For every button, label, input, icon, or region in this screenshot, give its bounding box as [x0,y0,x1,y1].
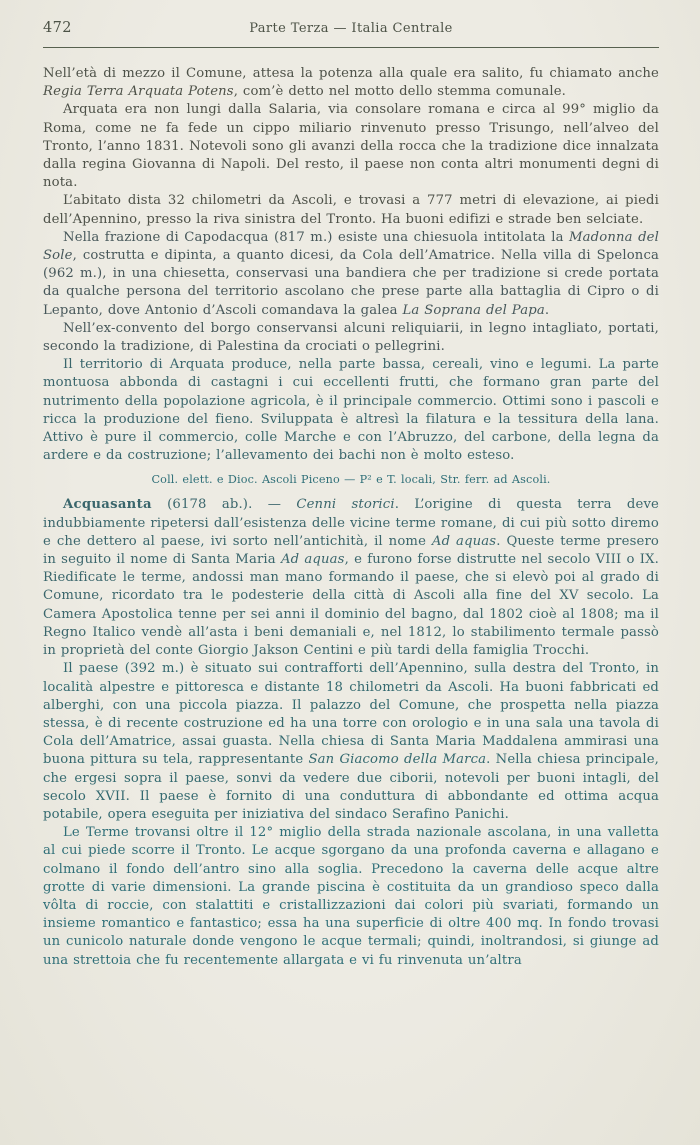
italic-text-run: Cenni storici [296,497,395,513]
italic-text-run: Regia Terra Arquata Potens [43,84,234,100]
italic-text-run: La Soprana del Papa [402,302,545,318]
text-run: . Nella chiesa principale, che ergesi sopra il paese, sonvi da vedere due ciborii, notevoli per buoni intagli, del secolo XVII. Il paese è fornito di una conduttura di abbondante ed ottima acqua potabile, opera eseguita per iniziativa del sindaco Serafino Panichi. [43,752,659,822]
text-run: Arquata era non lungi dalla Salaria, via consolare romana e circa al 99° miglio da Roma, come ne fa fede un cippo miliario rinvenuto presso Trisungo, nell’alveo del Tronto, l’anno 1831. Notevoli sono gli avanzi della rocca che la tradizione dice innalzata dalla regina Giovanna di Napoli. Del resto, il paese non conta altri monumenti degni di nota. [43,102,659,191]
italic-text-run: Ad aquas [280,552,345,568]
page-body [43,65,659,970]
paragraph-territorio [43,356,659,465]
paragraph-paese [43,660,659,824]
text-run: , com’è detto nel motto dello stemma comunale. [233,84,567,100]
text-run: Nell’età di mezzo il Comune, attesa la potenza alla quale era salito, fu chiamato anche [43,66,659,81]
running-title: Parte Terza — Italia Centrale [249,21,453,36]
paragraph-arquata-motto [43,65,659,101]
paragraph-ex-convento [43,320,659,356]
text-run: Nell’ex-convento del borgo conservansi alcuni reliquiarii, in legno intagliato, portati, secondo la tradizione, di Palestina da crociati o pellegrini. [43,320,659,355]
text-run: , e furono forse distrutte nel secolo VIII o IX. Riedificate le terme, andossi man mano formando il paese, che si elevò poi al grado di Comune, ricordato tra le podesterie della città di Ascoli alla fine del XV secolo. La Camera Apostolica tenne per sei anni il dominio del bagno, dal 1802 cioè al 1808; ma il Regno Italico vendè all’asta i beni demaniali e, nel 1812, lo stabilimento termale passò in proprietà del conte Giorgio Jakson Centini e più tardi della famiglia Trocchi. [43,552,659,659]
paragraph-terme [43,824,659,970]
entry-name-text: Acquasanta [63,497,152,513]
text-run: L’abitato dista 32 chilometri da Ascoli, e trovasi a 777 metri di elevazione, ai piedi dell’Apennino, presso la riva sinistra del Tronto. Ha buoni edifizi e strade ben selciate. [43,193,659,227]
text-run: . [544,302,550,318]
paragraph-abitato [43,192,659,228]
italic-text-run: San Giacomo della Marca [308,752,487,768]
header-rule [43,47,659,48]
text-run: Le Terme trovansi oltre il 12° miglio della strada nazionale ascolana, in una valletta al cui piede scorre il Tronto. Le acque sgorgano da una profonda caverna e allagano e colmano il fondo dell’antro sino alla soglia. Precedono la caverna delle acque altre grotte di varie dimensioni. La grande piscina è costituita da un grandioso speco dalla vôlta di roccie, con stalattiti e cristallizzazioni dai colori più svariati, formando un insieme romantico e fantastico; essa ha una superficie di oltre 400 mq. In fondo trovasi un cunicolo naturale donde vengono le acque termali; quindi, inoltrandosi, si giunge ad una strettoia che fu recentemente allargata e vi fu rinvenuta un’altra [43,825,659,968]
paragraph-collegio-line [43,472,659,487]
text-run: , costrutta e dipinta, a quanto dicesi, da Cola dell’Amatrice. Nella villa di Spelonca (962 m.), in una chiesetta, conservasi una bandiera che per tradizione si crede portata da qualche persona del territorio ascolano che prese parte alla battaglia di Cipro o di Lepanto, dove Antonio d’Ascoli comandava la galea [43,248,659,318]
text-run: (6178 ab.). — [151,497,297,513]
text-run: Il territorio di Arquata produce, nella parte bassa, cereali, vino e legumi. La parte montuosa abbonda di castagni i cui eccellenti frutti, che formano gran parte del nutrimento della popolazione agricola, è il principale commercio. Ottimi sono i pascoli e ricca la produzione del fieno. Sviluppata è altresì la filatura e la tessitura della lana. Attivo è pure il commercio, colle Marche e con l’Abruzzo, del carbone, della legna da ardere e da costruzione; l’allevamento dei bachi non è molto esteso. [43,357,659,464]
text-run: . Queste terme presero in seguito il nome di Santa Maria [43,533,659,568]
paragraph-capodacqua [43,229,659,320]
italic-text-run: Ad aquas [431,533,497,549]
text-run: . L’origine di questa terra deve indubbiamente ripetersi dall’esistenza delle vicine terme romane, di cui più sotto diremo e che dettero al paese, ivi sorto nell’antichità, il nome [43,497,659,549]
paragraph-salaria [43,101,659,192]
page-number: 472 [43,20,72,36]
text-run: Il paese (392 m.) è situato sui contrafforti dell’Apennino, sulla destra del Tronto, in località alpestre e pittoresca e distante 18 chilometri da Ascoli. Ha buoni fabbricati ed alberghi, con una piccola piazza. Il palazzo del Comune, che prospetta nella piazza stessa, è di recente costruzione ed ha una torre con orologio e in una sala una tavola di Cola dell’Amatrice, assai guasta. Nella chiesa di Santa Maria Maddalena ammirasi una buona pittura su tela, rappresentante [43,661,659,768]
text-run: Coll. elett. e Dioc. Ascoli Piceno — P² e T. locali, Str. ferr. ad Ascoli. [151,473,551,487]
page-header [43,20,659,40]
paragraph-acquasanta-cenni [43,496,659,660]
text-run: Nella frazione di Capodacqua (817 m.) esiste una chiesuola intitolata la [63,229,570,245]
italic-text-run: Madonna del Sole [43,229,659,264]
